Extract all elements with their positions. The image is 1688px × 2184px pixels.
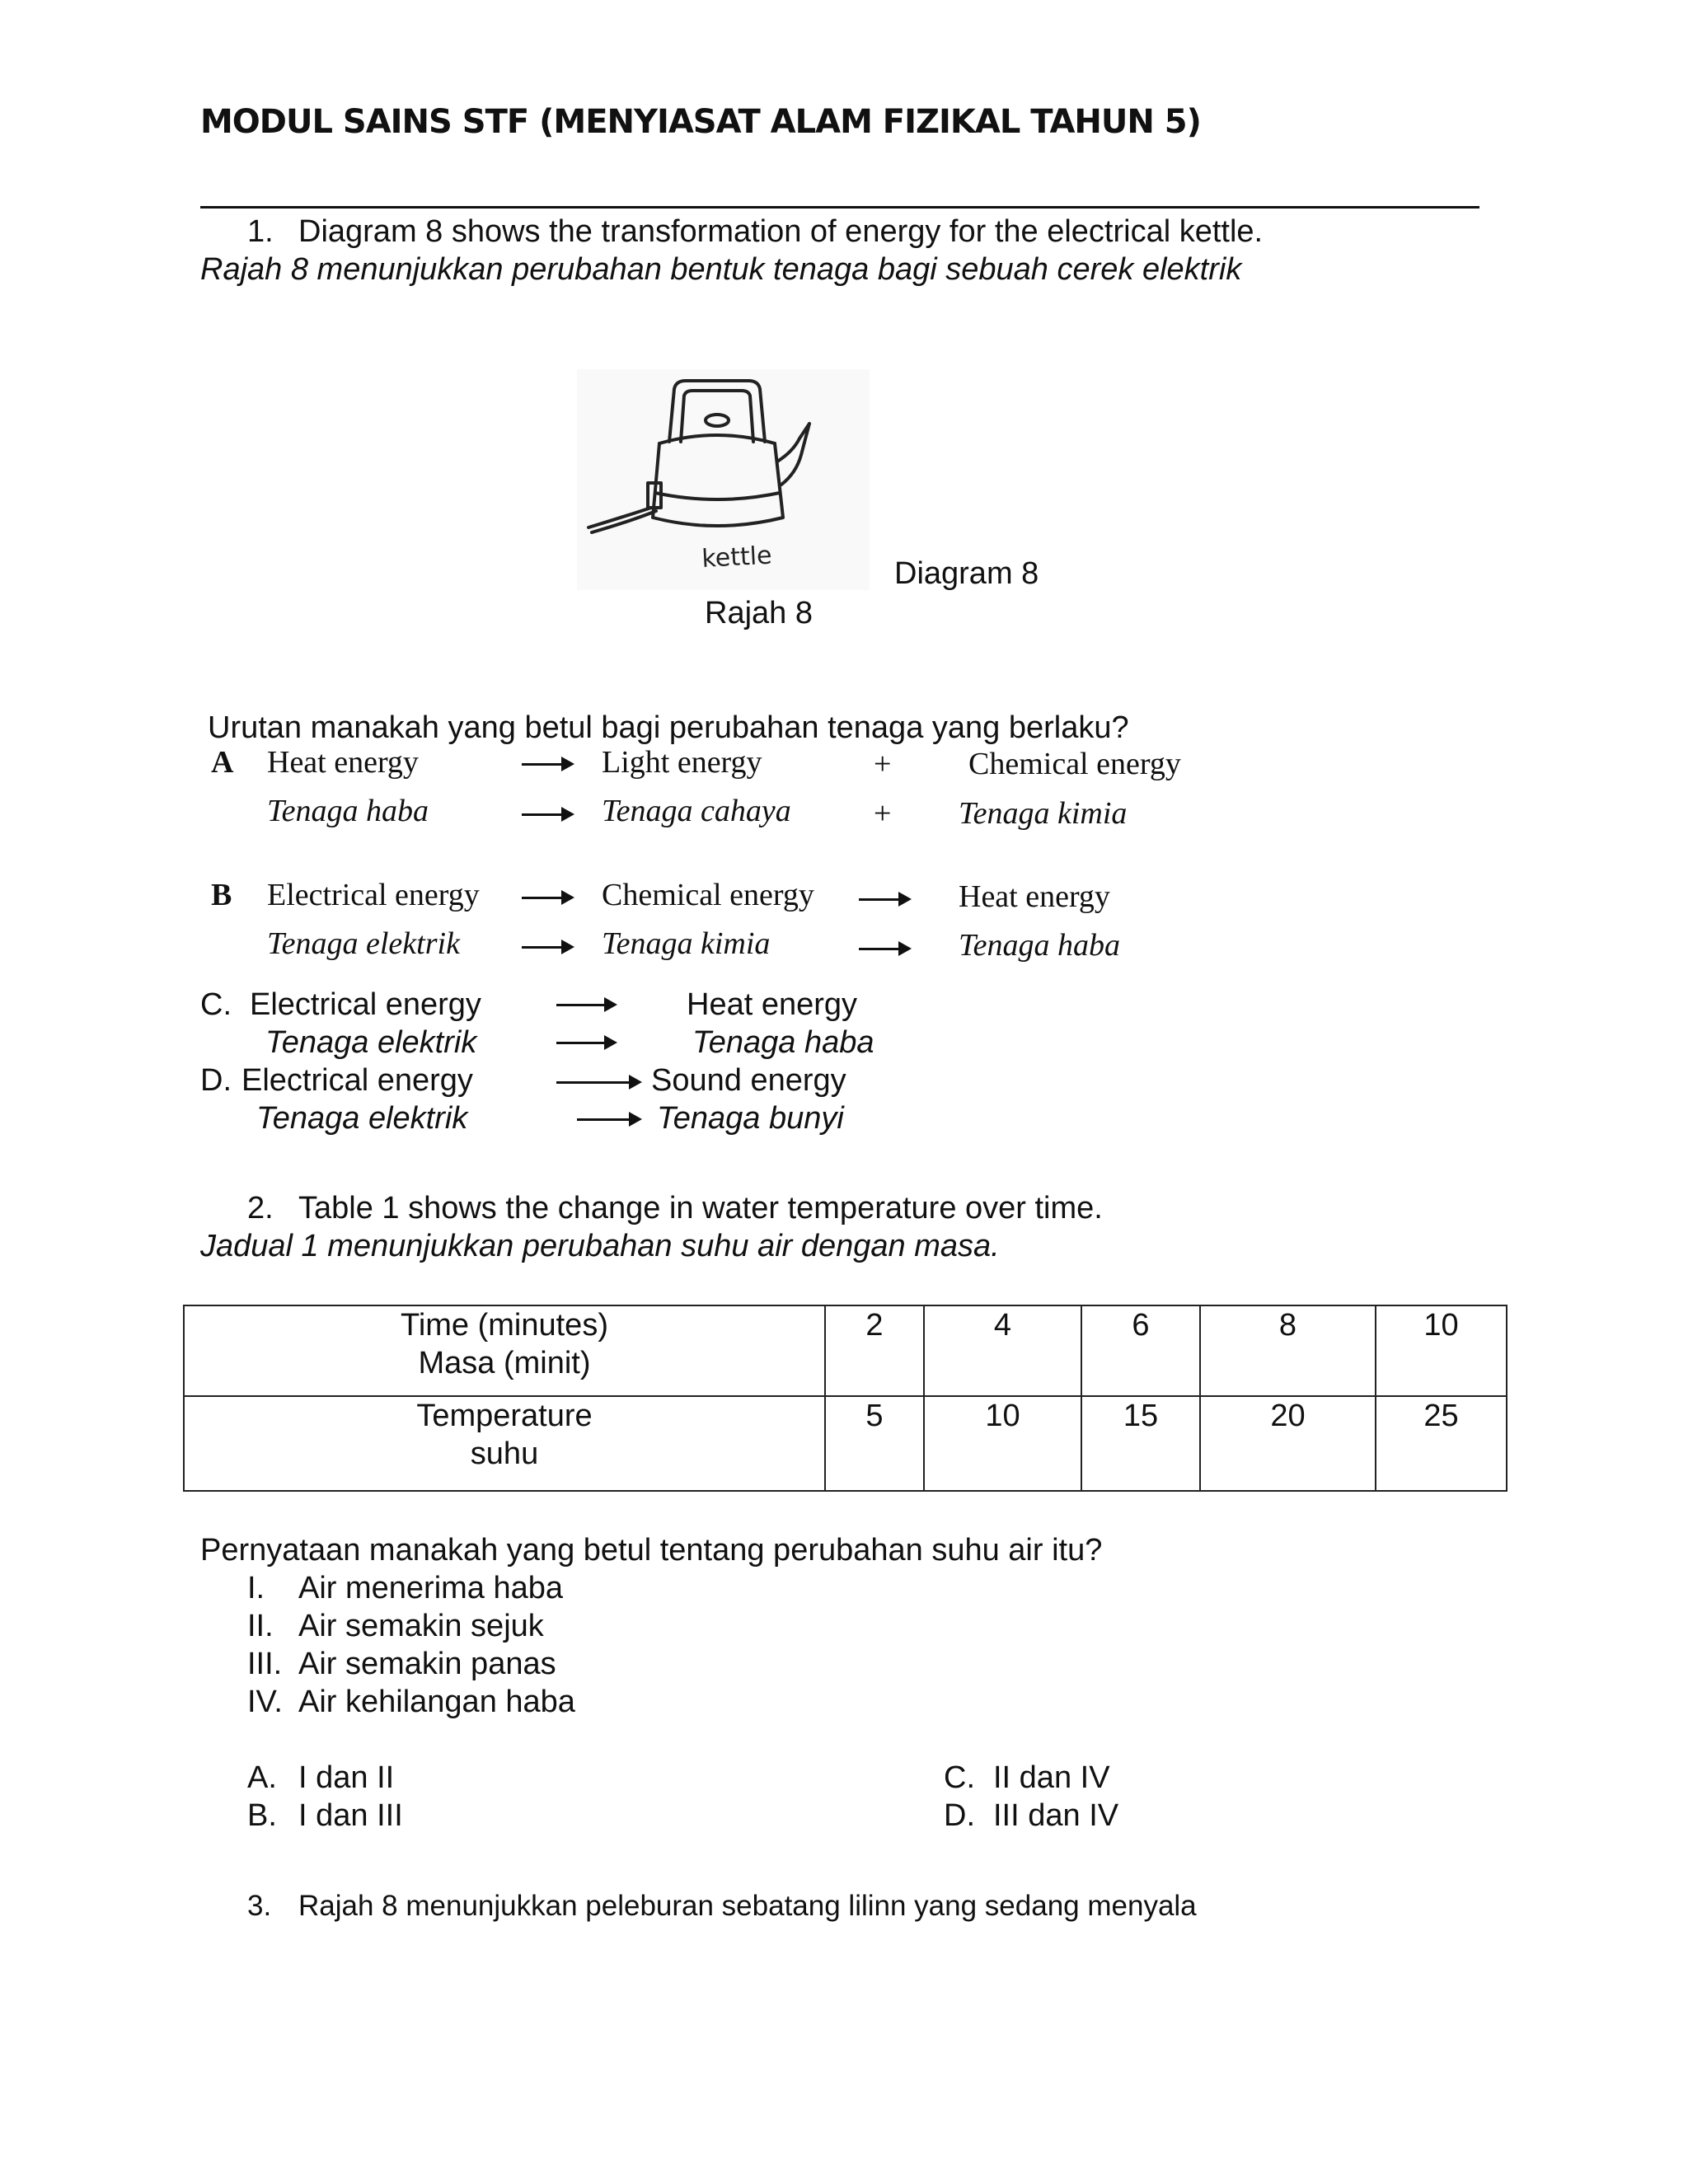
statement-number: I. (247, 1571, 265, 1605)
option-c-ms-2: Tenaga haba (692, 1025, 874, 1060)
q1-question-ms: Rajah 8 menunjukkan perubahan bentuk tenaga bagi sebuah cerek elektrik (200, 252, 1242, 287)
table-cell: 20 (1200, 1396, 1376, 1491)
arrow-icon (577, 1118, 639, 1121)
q2-number: 2. (247, 1191, 274, 1226)
option-d-ms-2: Tenaga bunyi (657, 1101, 844, 1136)
arrow-icon (522, 946, 571, 949)
table-cell: 10 (1376, 1305, 1507, 1396)
option-a-ms-1: Tenaga haba (267, 794, 429, 828)
q1-number: 1. (247, 214, 274, 249)
statement-number: II. (247, 1609, 274, 1643)
option-a-ms-2: Tenaga cahaya (602, 794, 791, 828)
diagram-caption-en: Diagram 8 (894, 556, 1039, 591)
page-title: MODUL SAINS STF (MENYIASAT ALAM FIZIKAL TAHUN 5) (200, 103, 1201, 141)
q2-question-en: Table 1 shows the change in water temperature over time. (298, 1191, 1103, 1226)
q2-prompt: Pernyataan manakah yang betul tentang perubahan suhu air itu? (200, 1533, 1103, 1568)
option-a-en-2: Light energy (602, 745, 762, 780)
option-a-en-3: Chemical energy (968, 747, 1181, 781)
statement-number: IV. (247, 1685, 283, 1719)
option-d-en-2: Sound energy (651, 1063, 846, 1098)
table-cell: 15 (1081, 1396, 1200, 1491)
option-d-ms-1: Tenaga elektrik (256, 1101, 468, 1136)
choice-letter: B. (247, 1798, 277, 1833)
arrow-icon (556, 1042, 614, 1044)
divider (200, 206, 1479, 209)
choice-text: I dan III (298, 1798, 403, 1833)
option-b-en-1: Electrical energy (267, 878, 480, 912)
option-b-ms-3: Tenaga haba (959, 928, 1121, 963)
temperature-header-ms: suhu (470, 1436, 539, 1471)
arrow-icon (859, 948, 908, 950)
table-cell: 10 (924, 1396, 1081, 1491)
statement-text: Air menerima haba (298, 1571, 564, 1605)
arrow-icon (522, 763, 571, 766)
option-b-letter: B (211, 878, 232, 912)
arrow-icon (522, 897, 571, 899)
arrow-icon (522, 813, 571, 816)
time-header-en: Time (minutes) (401, 1308, 608, 1343)
option-c-letter: C. (200, 987, 232, 1022)
table-header-cell (184, 1396, 825, 1491)
option-b-en-2: Chemical energy (602, 878, 814, 912)
arrow-icon (556, 1004, 614, 1006)
time-header-ms: Masa (minit) (418, 1346, 591, 1380)
kettle-label: kettle (701, 541, 773, 574)
table-cell: 2 (825, 1305, 924, 1396)
option-a-letter: A (211, 745, 234, 780)
option-b-ms-1: Tenaga elektrik (267, 926, 460, 961)
arrow-icon (859, 898, 908, 901)
option-d-letter: D. (200, 1063, 232, 1098)
kettle-icon (577, 369, 870, 590)
temperature-header-en: Temperature (416, 1399, 593, 1433)
q1-question-en: Diagram 8 shows the transformation of energy for the electrical kettle. (298, 214, 1264, 249)
table-cell: 4 (924, 1305, 1081, 1396)
diagram-caption-ms: Rajah 8 (705, 596, 813, 630)
q3-number: 3. (247, 1890, 272, 1922)
table-header-cell (184, 1305, 825, 1396)
choice-text: I dan II (298, 1760, 395, 1795)
option-c-en-1: Electrical energy (250, 987, 481, 1022)
choice-letter: D. (944, 1798, 975, 1833)
statement-text: Air kehilangan haba (298, 1685, 575, 1719)
table-cell: 8 (1200, 1305, 1376, 1396)
kettle-image (577, 369, 870, 590)
statement-text: Air semakin sejuk (298, 1609, 544, 1643)
arrow-icon (556, 1081, 639, 1084)
option-a-ms-3: Tenaga kimia (959, 796, 1128, 831)
option-b-ms-2: Tenaga kimia (602, 926, 771, 961)
option-a-en-1: Heat energy (267, 745, 419, 780)
choice-letter: A. (247, 1760, 277, 1795)
plus-sign: + (874, 796, 892, 831)
q2-question-ms: Jadual 1 menunjukkan perubahan suhu air dengan masa. (200, 1229, 1000, 1263)
option-c-en-2: Heat energy (687, 987, 858, 1022)
table-cell: 25 (1376, 1396, 1507, 1491)
table-row (184, 1305, 1507, 1396)
q1-prompt: Urutan manakah yang betul bagi perubahan tenaga yang berlaku? (208, 710, 1129, 745)
statement-text: Air semakin panas (298, 1647, 556, 1681)
choice-text: II dan IV (993, 1760, 1110, 1795)
table-row (184, 1396, 1507, 1491)
choice-text: III dan IV (993, 1798, 1119, 1833)
table-cell: 6 (1081, 1305, 1200, 1396)
plus-sign: + (874, 747, 892, 781)
choice-letter: C. (944, 1760, 975, 1795)
option-d-en-1: Electrical energy (241, 1063, 473, 1098)
statement-number: III. (247, 1647, 283, 1681)
option-c-ms-1: Tenaga elektrik (265, 1025, 477, 1060)
table-cell: 5 (825, 1396, 924, 1491)
q3-question: Rajah 8 menunjukkan peleburan sebatang lilinn yang sedang menyala (298, 1890, 1197, 1922)
option-b-en-3: Heat energy (959, 879, 1110, 914)
temperature-table (183, 1305, 1507, 1492)
